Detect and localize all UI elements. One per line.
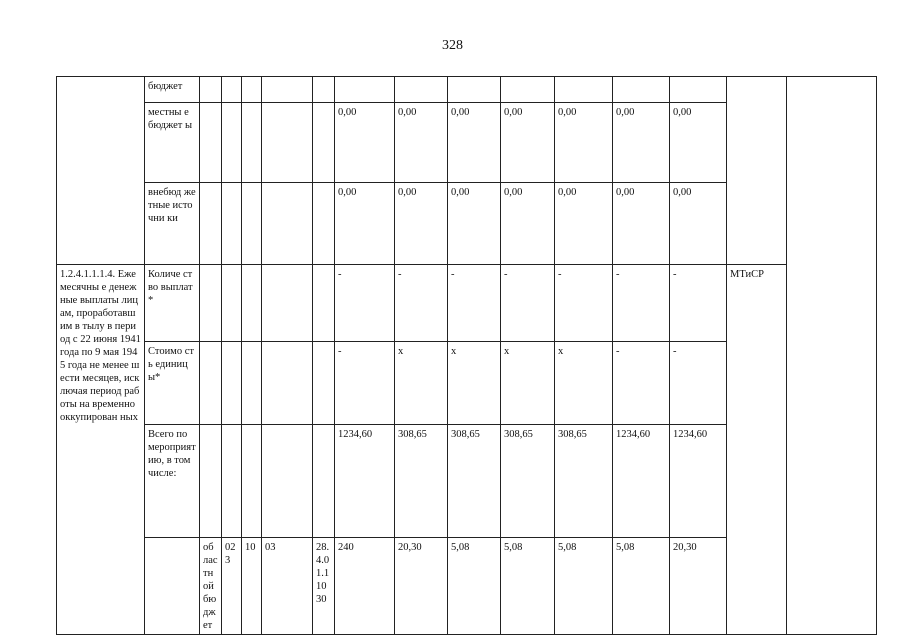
value-cell: - — [670, 342, 727, 425]
code-cell: 03 — [262, 538, 313, 635]
executor-cell-empty — [727, 77, 787, 265]
code-cell — [262, 103, 313, 183]
value-cell — [613, 77, 670, 103]
value-cell: - — [395, 265, 448, 342]
code-cell: 28.4.01.11030 — [313, 538, 335, 635]
value-cell: 308,65 — [448, 425, 501, 538]
code-cell — [262, 183, 313, 265]
measure-cell-continued — [145, 538, 200, 635]
code-cell: 240 — [335, 538, 395, 635]
value-cell: - — [613, 265, 670, 342]
value-cell — [448, 77, 501, 103]
code-cell — [313, 342, 335, 425]
code-cell — [222, 342, 242, 425]
value-cell: 0,00 — [395, 183, 448, 265]
code-cell — [242, 342, 262, 425]
code-cell — [200, 103, 222, 183]
last-column-cell — [787, 77, 877, 635]
source-label: областной бюджет — [200, 538, 222, 635]
value-cell: 0,00 — [501, 103, 555, 183]
value-cell: - — [335, 265, 395, 342]
code-cell — [262, 77, 313, 103]
value-cell: 0,00 — [395, 103, 448, 183]
code-cell: 10 — [242, 538, 262, 635]
page-number: 328 — [442, 38, 463, 53]
value-cell: 5,08 — [501, 538, 555, 635]
value-cell: 0,00 — [448, 103, 501, 183]
value-cell: 0,00 — [335, 183, 395, 265]
code-cell — [222, 77, 242, 103]
value-cell: - — [501, 265, 555, 342]
code-cell — [313, 183, 335, 265]
value-cell: 5,08 — [555, 538, 613, 635]
executor-cell: МТиСР — [727, 265, 787, 635]
code-cell — [222, 425, 242, 538]
value-cell: x — [395, 342, 448, 425]
value-cell: 0,00 — [555, 103, 613, 183]
value-cell: 308,65 — [395, 425, 448, 538]
value-cell: 1234,60 — [335, 425, 395, 538]
value-cell: - — [335, 342, 395, 425]
source-label: бюджет — [145, 77, 200, 103]
code-cell — [242, 183, 262, 265]
value-cell: 0,00 — [670, 183, 727, 265]
source-label: местны е бюджет ы — [145, 103, 200, 183]
code-cell — [200, 183, 222, 265]
value-cell: 0,00 — [555, 183, 613, 265]
budget-table — [56, 76, 877, 635]
value-cell: 0,00 — [613, 183, 670, 265]
code-cell — [313, 265, 335, 342]
value-cell — [555, 77, 613, 103]
code-cell — [242, 265, 262, 342]
value-cell: - — [448, 265, 501, 342]
value-cell: x — [501, 342, 555, 425]
value-cell: 20,30 — [670, 538, 727, 635]
code-cell — [262, 425, 313, 538]
value-cell: x — [448, 342, 501, 425]
code-cell — [242, 425, 262, 538]
value-cell: 5,08 — [613, 538, 670, 635]
value-cell: 308,65 — [501, 425, 555, 538]
source-label: Стоимо сть единиц ы* — [145, 342, 200, 425]
source-label: Количе ство выплат * — [145, 265, 200, 342]
table-row — [57, 77, 877, 103]
value-cell: 308,65 — [555, 425, 613, 538]
code-cell — [200, 342, 222, 425]
source-label: Всего по мероприятию, в том числе: — [145, 425, 200, 538]
value-cell: 0,00 — [670, 103, 727, 183]
measure-description: Ежемесячны е денежные выплаты лицам, проработавш им в тылу в период с 22 июня 1941 года по 9 мая 1945 года не менее шести месяцев, исключая период работы на временно оккупирован ных — [60, 269, 141, 423]
code-cell — [313, 77, 335, 103]
value-cell: 1234,60 — [613, 425, 670, 538]
code-cell — [222, 183, 242, 265]
value-cell: 0,00 — [501, 183, 555, 265]
code-cell — [313, 425, 335, 538]
code-cell — [222, 103, 242, 183]
value-cell — [501, 77, 555, 103]
code-cell — [200, 265, 222, 342]
value-cell: - — [670, 265, 727, 342]
code-cell — [200, 77, 222, 103]
code-cell — [262, 342, 313, 425]
value-cell: 5,08 — [448, 538, 501, 635]
measure-cell-empty — [57, 77, 145, 265]
table-row — [57, 265, 877, 342]
measure-cell — [57, 265, 145, 635]
code-cell — [222, 265, 242, 342]
value-cell — [395, 77, 448, 103]
code-cell — [200, 425, 222, 538]
value-cell — [670, 77, 727, 103]
source-label: внебюд жетные источни ки — [145, 183, 200, 265]
value-cell: 0,00 — [335, 103, 395, 183]
code-cell: 023 — [222, 538, 242, 635]
value-cell: 0,00 — [613, 103, 670, 183]
code-cell — [242, 103, 262, 183]
value-cell: - — [555, 265, 613, 342]
value-cell: x — [555, 342, 613, 425]
value-cell: 20,30 — [395, 538, 448, 635]
value-cell: 1234,60 — [670, 425, 727, 538]
value-cell: - — [613, 342, 670, 425]
code-cell — [313, 103, 335, 183]
code-cell — [262, 265, 313, 342]
value-cell — [335, 77, 395, 103]
measure-id: 1.2.4.1.1.1.4. — [60, 269, 116, 280]
value-cell: 0,00 — [448, 183, 501, 265]
code-cell — [242, 77, 262, 103]
